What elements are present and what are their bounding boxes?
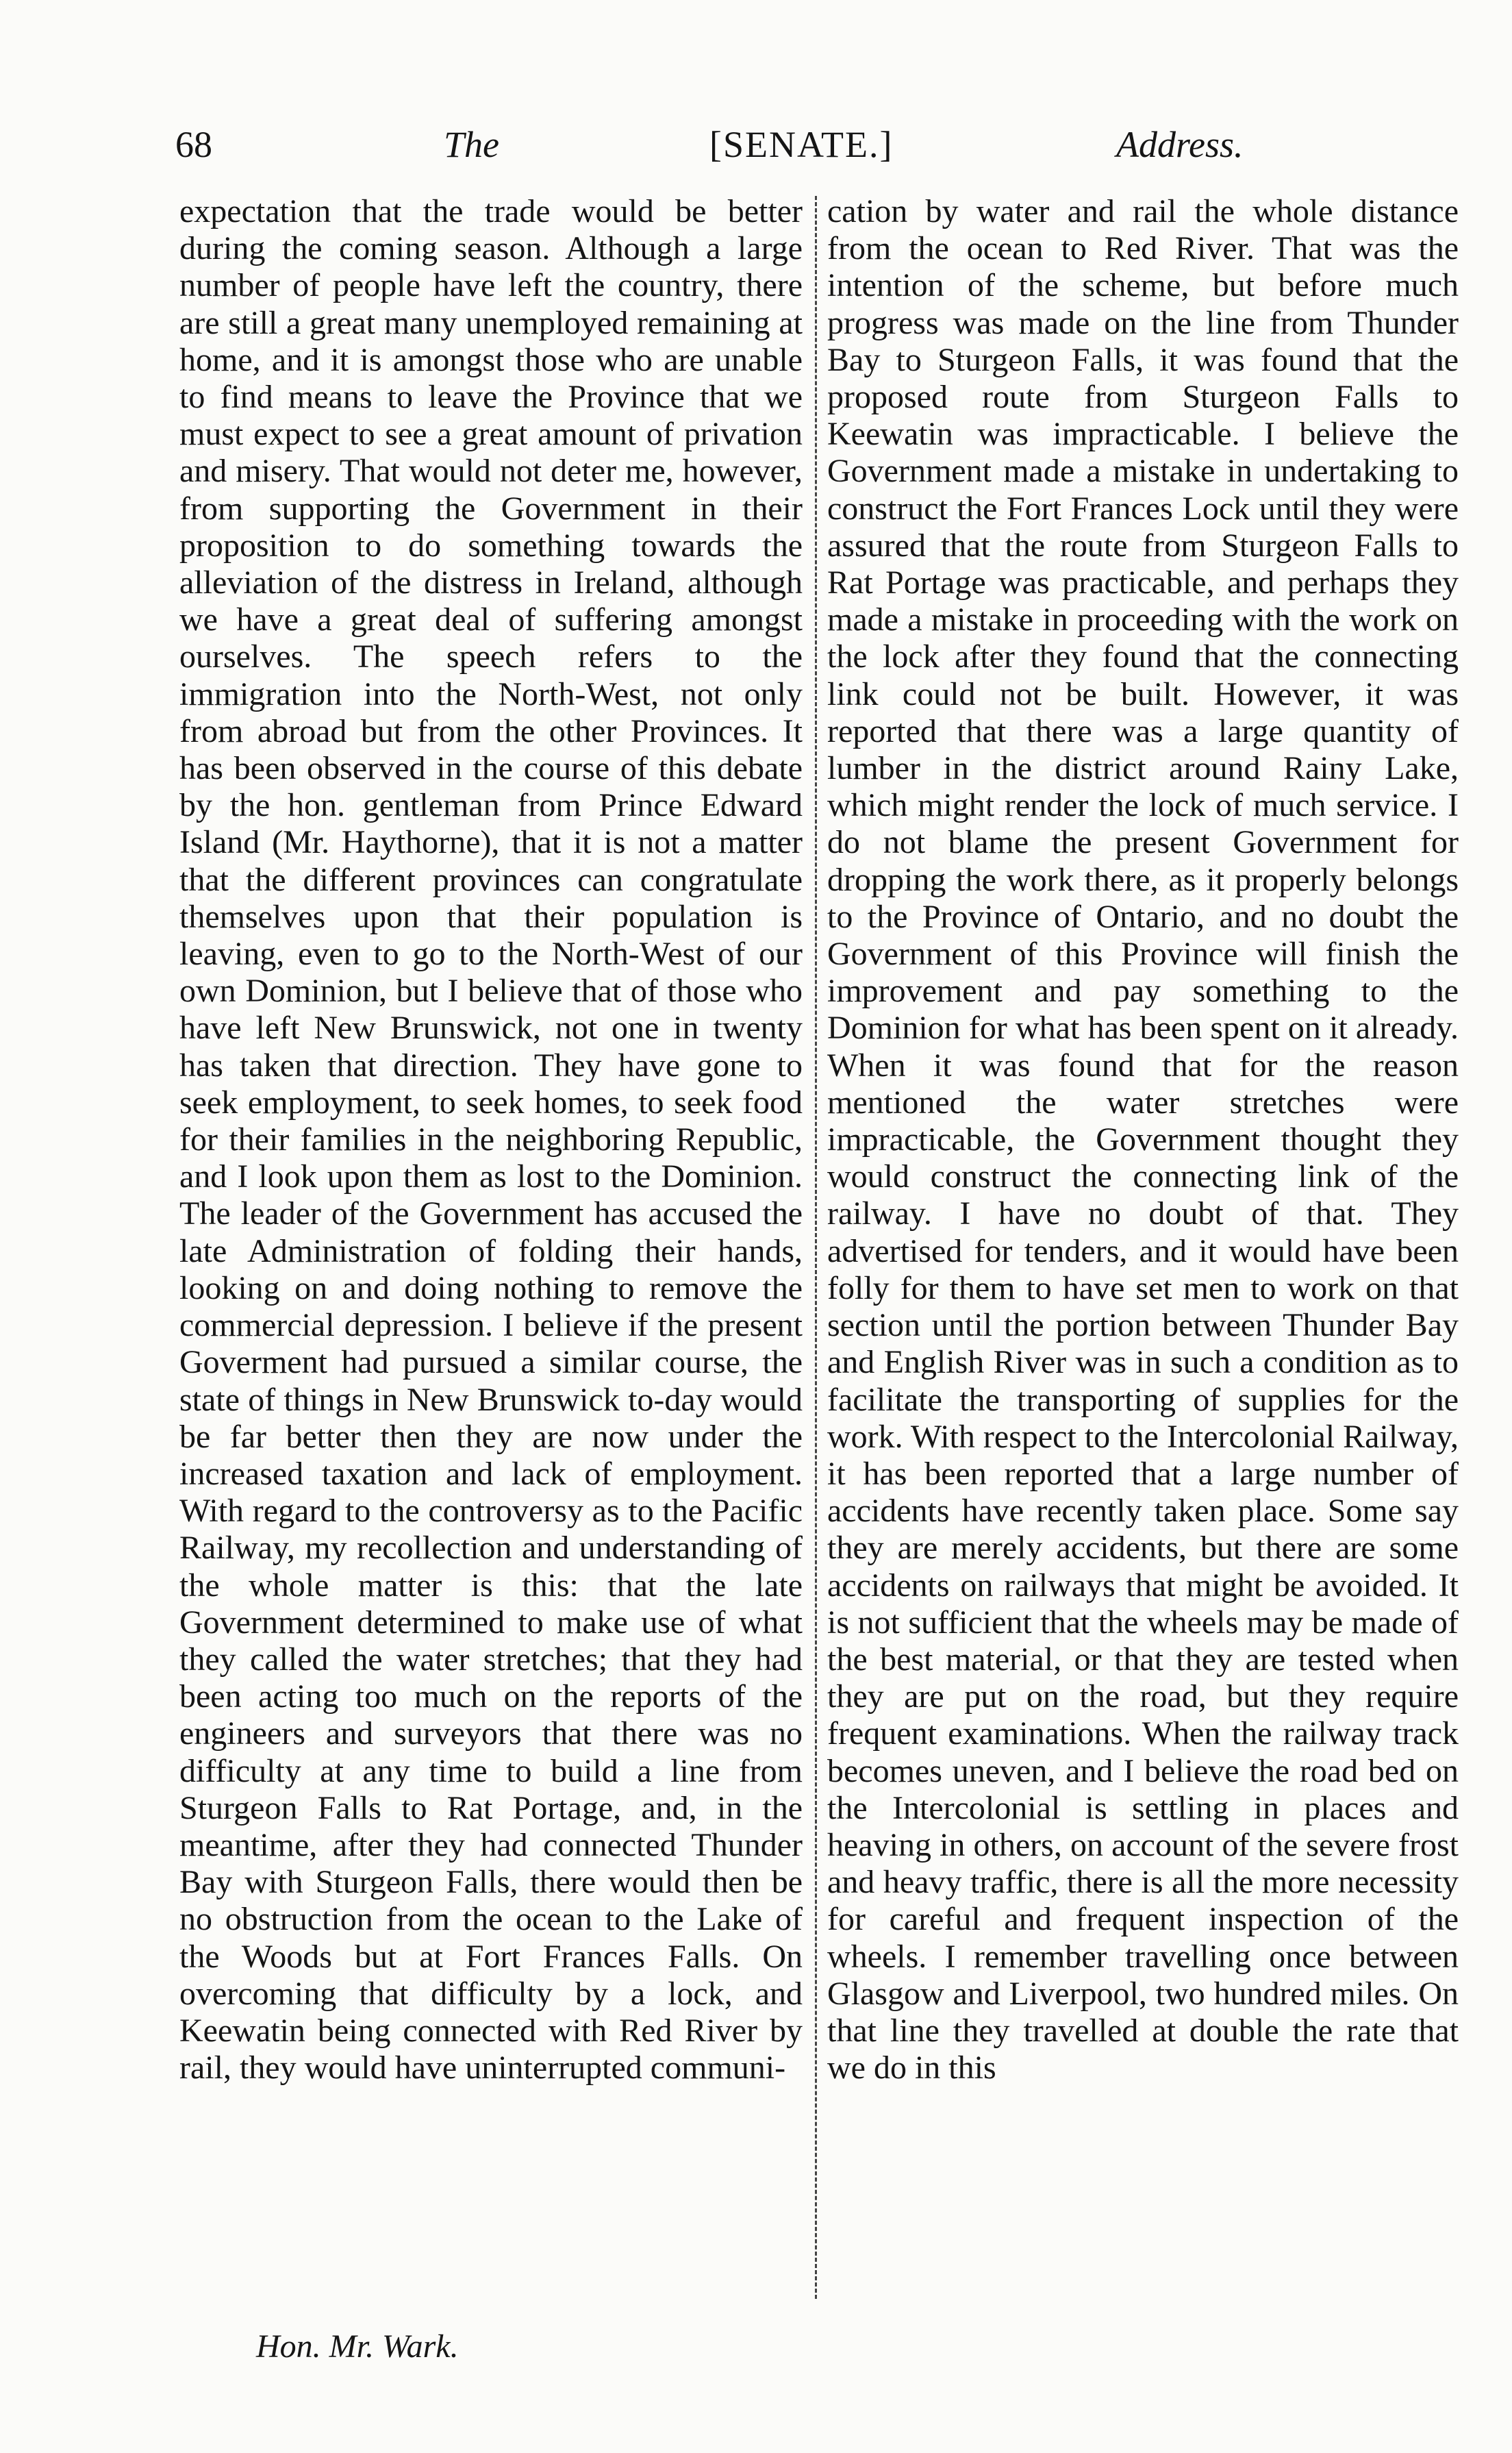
footer-speaker: Hon. Mr. Wark. (256, 2328, 459, 2365)
running-header (164, 115, 1411, 177)
header-center-title: [SENATE.] (709, 124, 894, 165)
page-number: 68 (175, 124, 212, 165)
header-right-title: Address. (1116, 124, 1244, 165)
left-column-text: expectation that the trade would be better during the coming season. Although a large number of people have left the country, there are still a great many unemployed remaining at home, and it is amongst those who are unable to find means to leave the Province that we must expect to see a great amount of privation and misery. That would not deter me, however, from supporting the Government in their proposition to do something towards the alleviation of the distress in Ireland, although we have a great deal of suffering amongst ourselves. The speech refers to the immigration into the North-West, not only from abroad but from the other Provinces. It has been observed in the course of this debate by the hon. gentleman from Prince Edward Island (Mr. Haythorne), that it is not a matter that the different provinces can congratulate themselves upon that their population is leaving, even to go to the North-West of our own Dominion, but I believe that of those who have left New Brunswick, not one in twenty has taken that direction. They have gone to seek employment, to seek homes, to seek food for their families in the neighboring Republic, and I look upon them as lost to the Dominion. The leader of the Government has accused the late Administration of folding their hands, looking on and doing nothing to remove the commercial depression. I believe if the present Goverment had pursued a similar course, the state of things in New Brunswick to-day would be far better then they are now under the increased taxation and lack of employment. With regard to the controversy as to the Pacific Railway, my recollection and understanding of the whole matter is this: that the late Government determined to make use of what they called the water stretches; that they had been acting too much on the reports of the engineers and surveyors that there was no difficulty at any time to build a line from Sturgeon Falls to Rat Portage, and, in the meantime, after they had connected Thunder Bay with Sturgeon Falls, there would then be no obstruction from the ocean to the Lake of the Woods but at Fort Frances Falls. On overcoming that difficulty by a lock, and Keewatin being connected with Red River by rail, they would have uninterrupted communi- (179, 193, 803, 2087)
header-left-title: The (444, 124, 499, 165)
right-column-text: cation by water and rail the whole distance from the ocean to Red River. That was the intention of the scheme, but before much progress was made on the line from Thunder Bay to Sturgeon Falls, it was found that the proposed route from Sturgeon Falls to Keewatin was impracticable. I believe the Government made a mistake in undertaking to construct the Fort Frances Lock until they were assured that the route from Sturgeon Falls to Rat Portage was practicable, and perhaps they made a mistake in proceeding with the work on the lock after they found that the connecting link could not be built. However, it was reported that there was a large quantity of lumber in the district around Rainy Lake, which might render the lock of much service. I do not blame the present Government for dropping the work there, as it properly belongs to the Province of Ontario, and no doubt the Government of this Province will finish the improvement and pay something to the Dominion for what has been spent on it already. When it was found that for the reason mentioned the water stretches were impracticable, the Government thought they would construct the connecting link of the railway. I have no doubt of that. They advertised for tenders, and it would have been folly for them to have set men to work on that section until the portion between Thunder Bay and English River was in such a condition as to facilitate the transporting of supplies for the work. With respect to the Intercolonial Railway, it has been reported that a large number of accidents have recently taken place. Some say they are merely accidents, but there are some accidents on railways that might be avoided. It is not sufficient that the wheels may be made of the best material, or that they are tested when they are put on the road, but they require frequent examinations. When the railway track becomes uneven, and I believe the road bed on the Intercolonial is settling in places and heaving in others, on account of the severe frost and heavy traffic, there is all the more necessity for careful and frequent inspection of the wheels. I remember travelling once between Glasgow and Liverpool, two hundred miles. On that line they travelled at double the rate that we do in this (827, 193, 1459, 2087)
column-divider (815, 196, 817, 2299)
right-column (827, 193, 1459, 2303)
left-column (179, 193, 803, 2303)
